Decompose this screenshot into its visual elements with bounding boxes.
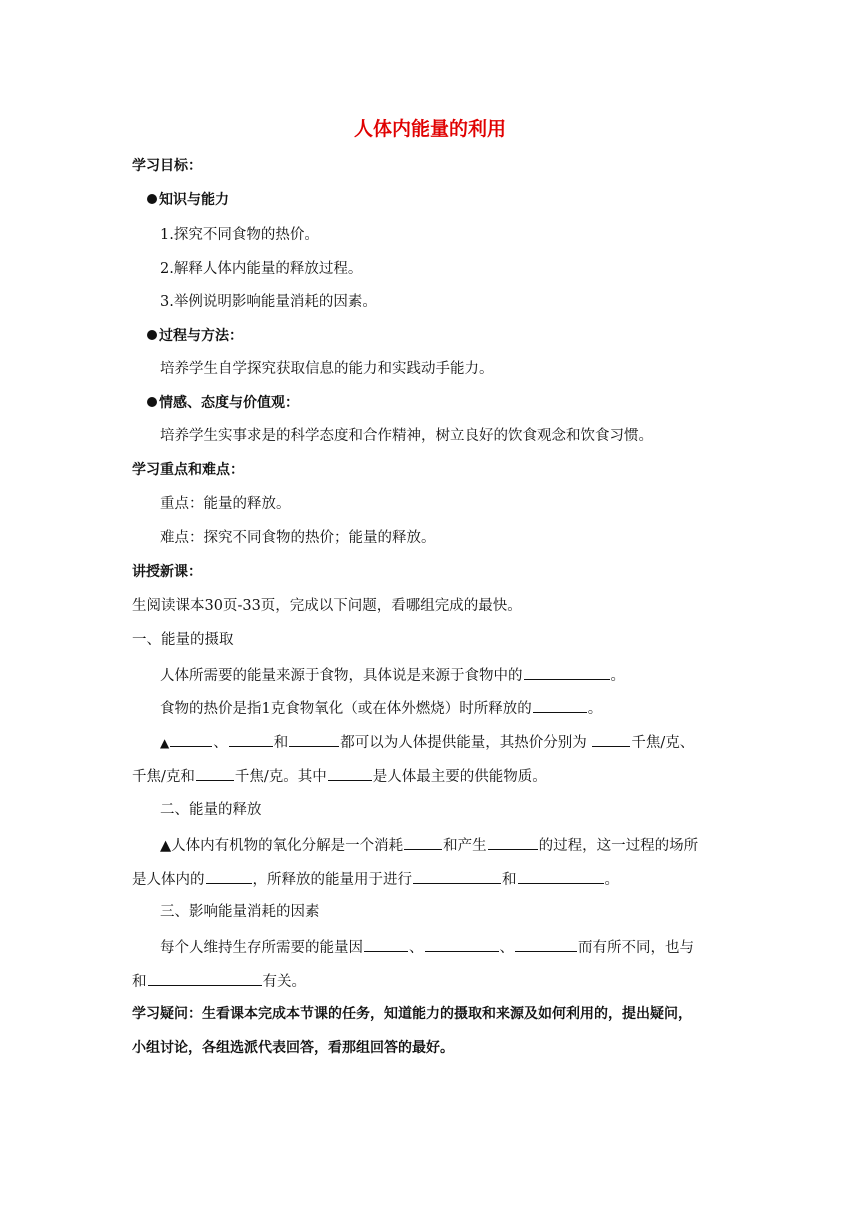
emotion-heading-row xyxy=(147,393,299,413)
sentence-text: ▲人体内有机物的氧化分解是一个消耗 xyxy=(160,838,404,854)
sentence-text: 。 xyxy=(610,668,625,684)
answer-blank[interactable] xyxy=(592,731,630,747)
answer-blank[interactable] xyxy=(289,731,339,747)
section1-line1 xyxy=(160,664,625,686)
new-lesson-intro: 生阅读课本30页-33页，完成以下问题，看哪组完成的最快。 xyxy=(132,598,522,614)
sentence-text: 千焦/克。其中 xyxy=(234,769,327,785)
section1-heading: 一、能量的摄取 xyxy=(132,632,234,648)
sentence-text: 而有所不同，也与 xyxy=(578,940,694,956)
sentence-text: 人体所需要的能量来源于食物，具体说是来源于食物中的 xyxy=(160,668,523,684)
bullet-icon xyxy=(147,194,157,204)
key-point-text: 重点：能量的释放。 xyxy=(160,496,291,512)
knowledge-heading: 知识与能力 xyxy=(159,192,229,208)
sentence-text: 和 xyxy=(132,974,147,990)
sentence-text: 。 xyxy=(587,701,603,717)
sentence-text: 、 xyxy=(409,940,424,956)
knowledge-heading-row xyxy=(147,190,229,210)
answer-blank[interactable] xyxy=(413,868,501,884)
sentence-text: 有关。 xyxy=(262,974,306,990)
sentence-text: 。 xyxy=(604,872,619,888)
answer-blank[interactable] xyxy=(515,936,577,952)
objective-item: 2.解释人体内能量的释放过程。 xyxy=(160,261,363,277)
answer-blank[interactable] xyxy=(328,765,372,781)
emotion-text: 培养学生实事求是的科学态度和合作精神，树立良好的饮食观念和饮食习惯。 xyxy=(160,428,653,444)
section3-line1 xyxy=(160,936,694,958)
triangle-icon: ▲ xyxy=(160,736,170,750)
answer-blank[interactable] xyxy=(148,970,262,986)
sentence-text: 和产生 xyxy=(443,838,487,854)
answer-blank[interactable] xyxy=(364,936,408,952)
key-points-heading: 学习重点和难点： xyxy=(132,462,244,478)
answer-blank[interactable] xyxy=(170,731,212,747)
answer-blank[interactable] xyxy=(425,936,499,952)
questions-line2: 小组讨论，各组选派代表回答，看那组回答的最好。 xyxy=(132,1040,454,1056)
sentence-text: ，所释放的能量用于进行 xyxy=(252,872,412,888)
emotion-heading: 情感、态度与价值观： xyxy=(159,395,299,411)
answer-blank[interactable] xyxy=(524,664,610,680)
answer-blank[interactable] xyxy=(533,697,587,713)
answer-blank[interactable] xyxy=(488,834,538,850)
objective-item: 1.探究不同食物的热价。 xyxy=(160,227,319,243)
sentence-text: 千焦/克、 xyxy=(631,735,695,751)
process-heading-row xyxy=(147,326,243,346)
section2-line1 xyxy=(160,834,698,856)
objectives-heading: 学习目标： xyxy=(132,158,202,174)
sentence-text: 每个人维持生存所需要的能量因 xyxy=(160,940,363,956)
bullet-icon xyxy=(147,397,157,407)
answer-blank[interactable] xyxy=(196,765,234,781)
sentence-text: 、 xyxy=(499,940,514,956)
sentence-text: 千焦/克和 xyxy=(132,769,195,785)
process-text: 培养学生自学探究获取信息的能力和实践动手能力。 xyxy=(160,361,494,377)
sentence-text: 食物的热价是指1克食物氧化（或在体外燃烧）时所释放的 xyxy=(160,701,532,717)
sentence-text: 和 xyxy=(502,872,517,888)
sentence-text: 是人体最主要的供能物质。 xyxy=(372,769,547,785)
answer-blank[interactable] xyxy=(229,731,273,747)
bullet-icon xyxy=(147,330,157,340)
sentence-text: 的过程，这一过程的场所 xyxy=(538,838,699,854)
questions-line1: 学习疑问：生看课本完成本节课的任务，知道能力的摄取和来源及如何利用的，提出疑问， xyxy=(132,1006,692,1022)
objective-item: 3.举例说明影响能量消耗的因素。 xyxy=(160,294,377,310)
section3-line2 xyxy=(132,970,306,992)
answer-blank[interactable] xyxy=(206,868,252,884)
process-heading: 过程与方法： xyxy=(159,328,243,344)
section2-heading: 二、能量的释放 xyxy=(160,802,262,818)
new-lesson-heading: 讲授新课： xyxy=(132,564,202,580)
section1-line2 xyxy=(160,697,602,719)
answer-blank[interactable] xyxy=(518,868,604,884)
section3-heading: 三、影响能量消耗的因素 xyxy=(160,904,320,920)
answer-blank[interactable] xyxy=(404,834,442,850)
document-title: 人体内能量的利用 xyxy=(353,118,506,140)
section1-line3 xyxy=(160,731,694,753)
sentence-text: 都可以为人体提供能量，其热价分别为 xyxy=(340,735,587,751)
difficulty-text: 难点：探究不同食物的热价；能量的释放。 xyxy=(160,530,436,546)
sentence-text: 、 xyxy=(213,735,228,751)
section2-line2 xyxy=(132,868,619,890)
section1-line4 xyxy=(132,765,547,787)
sentence-text: 和 xyxy=(273,735,289,751)
sentence-text: 是人体内的 xyxy=(132,872,205,888)
